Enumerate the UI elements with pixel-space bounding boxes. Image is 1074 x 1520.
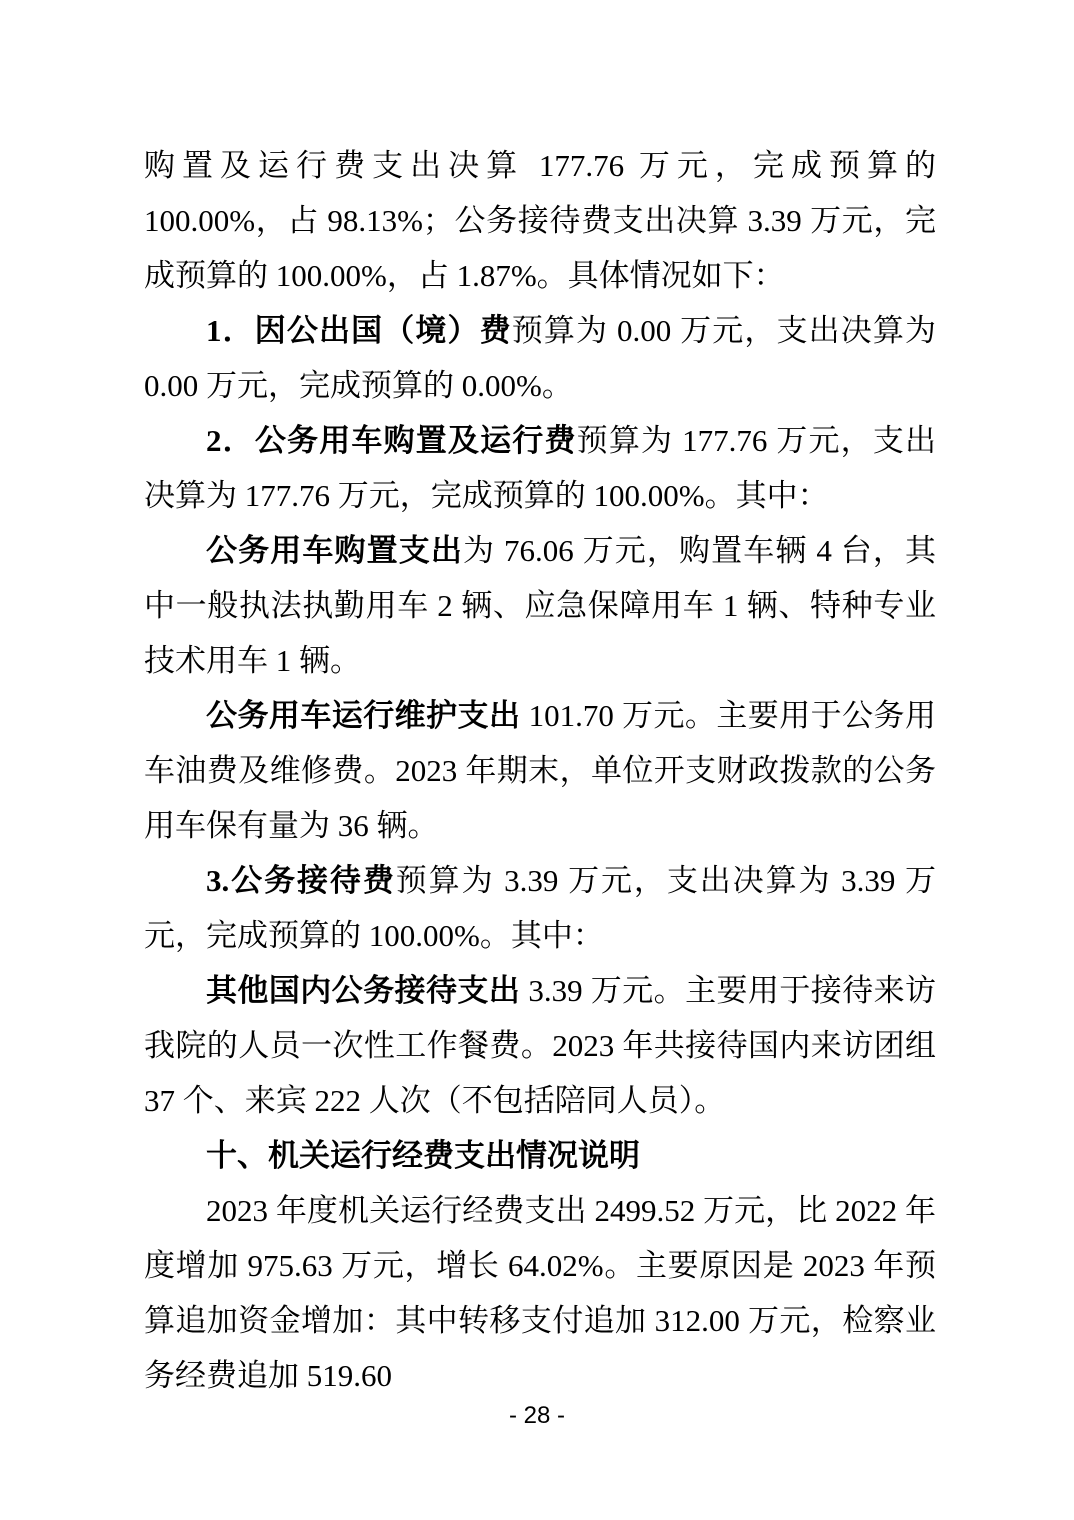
paragraph-official-reception [144,853,936,963]
paragraph-text: 3.39 万元。主要用于接待来访我院的人员一次性工作餐费。2023 年共接待国内来访团组 37 个、来宾 222 人次（不包括陪同人员）。 [144,973,937,1118]
paragraph-three-public-summary [144,138,936,303]
bold-lead: 其他国内公务接待支出 [206,973,521,1008]
paragraph-text: 为 76.06 万元，购置车辆 4 台，其中一般执法执勤用车 2 辆、应急保障用车 1 辆、特种专业技术用车 1 辆。 [144,533,936,678]
paragraph-text: 预算为 3.39 万元，支出决算为 3.39 万元，完成预算的 100.00%。其中： [144,863,936,953]
paragraph-text: 购置及运行费支出决算 177.76 万元，完成预算的 100.00%，占 98.13%；公务接待费支出决算 3.39 万元，完成预算的 100.00%，占 1.87%。具体情况如下： [144,148,936,293]
paragraph-text: 2023 年度机关运行经费支出 2499.52 万元，比 2022 年度增加 975.63 万元，增长 64.02%。主要原因是 2023 年预算追加资金增加：其中转移支付追加 312.00 万元，检察业务经费追加 519.60 [144,1193,936,1393]
bold-lead: 公务用车购置支出 [206,533,463,568]
document-body [144,138,936,1403]
paragraph-text: 预算为 177.76 万元，支出决算为 177.76 万元，完成预算的 100.00%。其中： [144,423,937,513]
paragraph-vehicle-purchase-and-operation [144,413,936,523]
bold-lead: 公务用车运行维护支出 [206,698,521,733]
bold-lead: 3.公务接待费 [206,863,396,898]
paragraph-overseas-trips [144,303,936,413]
paragraph-text: 101.70 万元。主要用于公务用车油费及维修费。2023 年期末，单位开支财政拨款的公务用车保有量为 36 辆。 [144,698,937,843]
page-number: - 28 - [508,1402,565,1429]
section-heading-agency-operating-expense: 十、机关运行经费支出情况说明 [206,1138,640,1173]
bold-lead: 2．公务用车购置及运行费 [206,423,577,458]
paragraph-vehicle-purchase [144,523,936,688]
paragraph-domestic-reception [144,963,936,1128]
paragraph-agency-operating-expense [144,1183,936,1403]
paragraph-text: 预算为 0.00 万元，支出决算为 0.00 万元，完成预算的 0.00%。 [144,313,936,403]
bold-lead: 1．因公出国（境）费 [206,313,512,348]
paragraph-vehicle-maintenance [144,688,936,853]
